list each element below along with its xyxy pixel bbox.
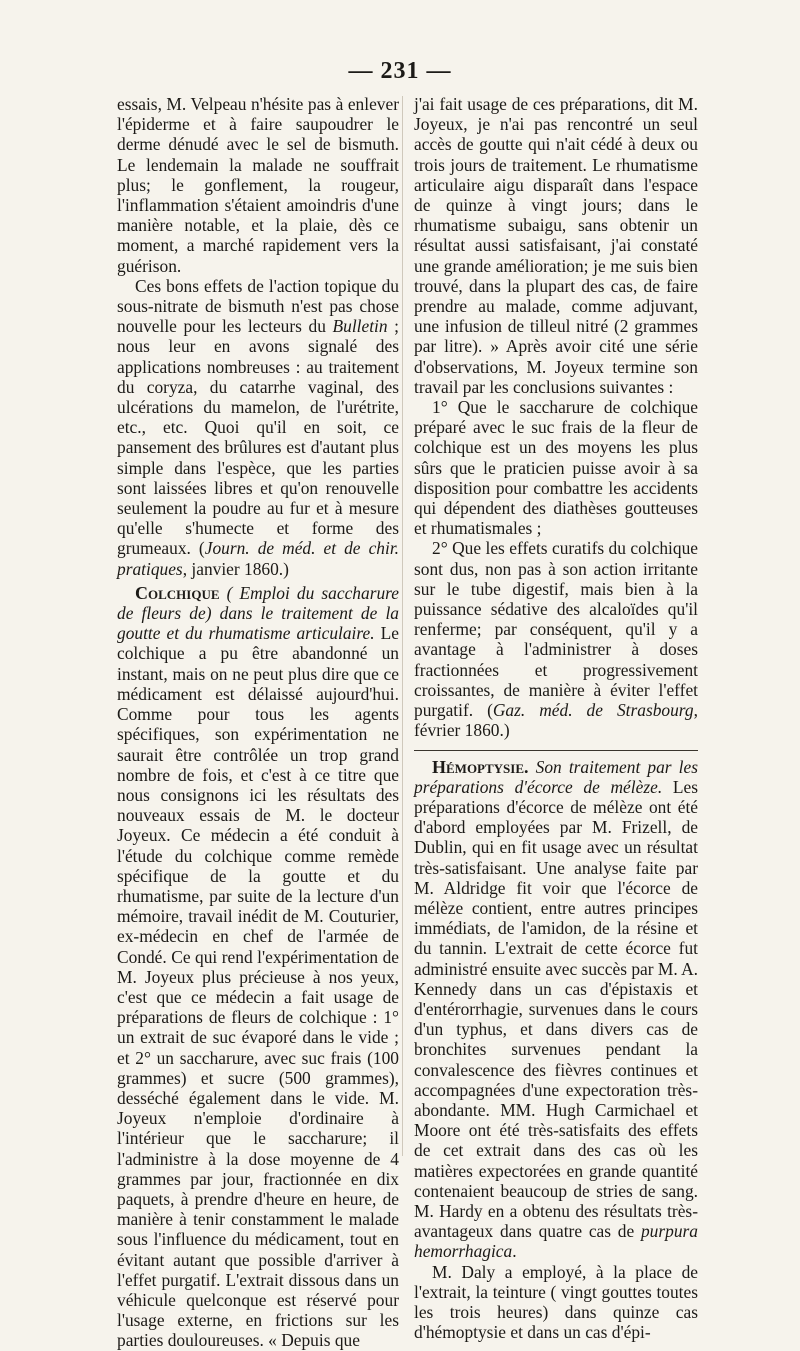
purpura-term: purpura hemorrhagica xyxy=(414,1221,698,1262)
section-subtitle-hemoptysie: Son traitement par les préparations d'écorce de mélèze. xyxy=(414,756,698,797)
section-body-colchique: Le colchique a pu être abandonné un instant, mais on ne peut plus dire que ce médicament est délaissé aujourd'hui. Comme pour tous les agents spécifiques, son expérimentation ne saurait être contrôlée un trop grand nombre de fois, et c'est à ce titre que nous consignons ici les résultats des nouveaux essais de M. le docteur Joyeux. Ce médecin a été conduit à l'étude du colchique comme remède spécifique de la goutte et du rhumatisme, par suite de la lecture d'un mémoire, travail inédit de M. Couturier, ex-médecin en chef de l'armée de Condé. Ce qui rend l'expérimentation de M. Joyeux plus précieuse à nos yeux, c'est que ce médecin a fait usage de préparations de fleurs de colchique : 1° un extrait de suc évaporé dans le vide ; et 2° un saccharure, avec suc frais (100 grammes) et sucre (500 grammes), desséché également dans le vide. M. Joyeux n'emploie d'ordinaire à l'intérieur que le saccharure; il l'administre à la dose moyenne de 4 grammes par jour, fractionnée en dix paquets, à prendre d'heure en heure, de manière à tenir constamment le malade sous l'influence du médicament, tout en évitant autant que possible d'arriver à l'effet purgatif. L'extrait dissous dans un véhicule quelconque est réservé pour l'usage externe, en frictions sur les parties douloureuses. « Depuis que xyxy=(117,623,399,1351)
paragraph-text: Ces bons effets de l'action topique du sous-nitrate de bismuth n'est pas chose nouvelle pour les lecteurs du xyxy=(117,275,399,337)
page-number: — 231 — xyxy=(348,58,452,84)
journal-ref: Journ. de méd. et de chir. pratiques xyxy=(117,538,400,579)
left-column xyxy=(117,94,399,1351)
paragraph-bismuth-summary xyxy=(117,276,399,579)
citation-date: , janvier 1860.) xyxy=(182,558,289,579)
paragraph-daly: M. Daly a employé, à la place de l'extrait, la teinture ( vingt gouttes toutes les trois heures) dans quinze cas d'hémoptysie et dans un cas d'épi- xyxy=(414,1261,698,1343)
conclusion-1: 1° Que le saccharure de colchique préparé avec le suc frais de la fleur de colchique est un des moyens les plus sûrs que le praticien puisse avoir à sa disposition pour combattre les accidents qui dépendent des diathèses goutteuses et rhumatismales ; xyxy=(414,397,698,539)
section-hemoptysie xyxy=(414,757,698,1262)
section-subtitle-colchique: ( Emploi du saccharure de fleurs de) dans le traitement de la goutte et du rhumatisme articulaire. xyxy=(117,582,399,644)
paragraph-text: ; nous leur en avons signalé des applications nombreuses : au traitement du coryza, du catarrhe vaginal, des ulcérations du mamelon, de l'urétrite, etc., etc. Quoi qu'il en soit, ce pansement des brûlures est d'autant plus simple dans l'espèce, que les parties sont laissées libres et qu'on renouvelle seulement la poudre au fur et à mesure qu'elle s'humecte et forme des grumeaux. ( xyxy=(117,316,400,559)
conclusion-2 xyxy=(414,538,698,740)
section-heading-hemoptysie: Hémoptysie. xyxy=(432,756,529,777)
column-divider xyxy=(402,96,403,1156)
section-separator-rule xyxy=(414,750,698,751)
section-heading-colchique: Colchique xyxy=(135,582,220,603)
bulletin-ref: Bulletin xyxy=(332,316,388,337)
section-body-hemoptysie: Les préparations d'écorce de mélèze ont été d'abord employées par M. Frizell, de Dublin, qui en fit usage avec un résultat très-satisfaisant. Une analyse faite par M. Aldridge fit voir que l'écorce de mélèze contient, entre autres principes immédiats, de l'amidon, de la résine et du tannin. L'extrait de cette écorce fut administré ensuite avec succès par M. A. Kennedy dans un cas d'épistaxis et d'entérorrhagie, survenues dans le cours d'un typhus, et dans divers cas de bronchites survenues pendant la convalescence des fièvres continues et accompagnées d'une expectoration très-abondante. MM. Hugh Carmichael et Moore ont été très-satisfaits des effets de cet extrait dans des cas où les matières expectorées en grande quantité contenaient beaucoup de stries de sang. M. Hardy en a obtenu des résultats très-avantageux dans quatre cas de xyxy=(414,776,698,1242)
paragraph-joyeux-quote: j'ai fait usage de ces préparations, dit M. Joyeux, je n'ai pas rencontré un seul accès de goutte qui n'ait cédé à deux ou trois jours de traitement. Le rhumatisme articulaire aigu disparaît dans l'espace de quinze à vingt jours; dans le rhumatisme subaigu, sans obtenir un résultat aussi satisfaisant, j'ai constaté une grande amélioration; je me suis bien trouvé, dans la plupart des cas, de faire prendre au malade, comme adjuvant, une infusion de tilleul nitré (2 grammes par litre). » Après avoir cité une série d'observations, M. Joyeux termine son travail par les conclusions suivantes : xyxy=(414,94,698,397)
right-column xyxy=(414,94,698,1342)
paragraph-bismuth-end: essais, M. Velpeau n'hésite pas à enlever l'épiderme et à faire saupoudrer le derme dénudé avec le sel de bismuth. Le lendemain la malade ne souffrait plus; le gonflement, la rougeur, l'inflammation s'étaient amoindris d'une manière notable, et la plaie, dès ce moment, a marché rapidement vers la guérison. xyxy=(117,94,399,276)
citation-date: , février 1860.) xyxy=(414,700,698,741)
sentence-end: . xyxy=(512,1241,517,1262)
gazette-ref: Gaz. méd. de Strasbourg xyxy=(492,700,694,721)
section-colchique xyxy=(117,583,399,1351)
paragraph-text: 2° Que les effets curatifs du colchique sont dus, non pas à son action irritante sur le tube digestif, mais bien à la puissance sédative des alcaloïdes qu'il renferme; par conséquent, qu'il y a avantage à l'administrer à doses fractionnées et progressivement croissantes, de manière à éviter l'effet purgatif. ( xyxy=(414,538,698,721)
